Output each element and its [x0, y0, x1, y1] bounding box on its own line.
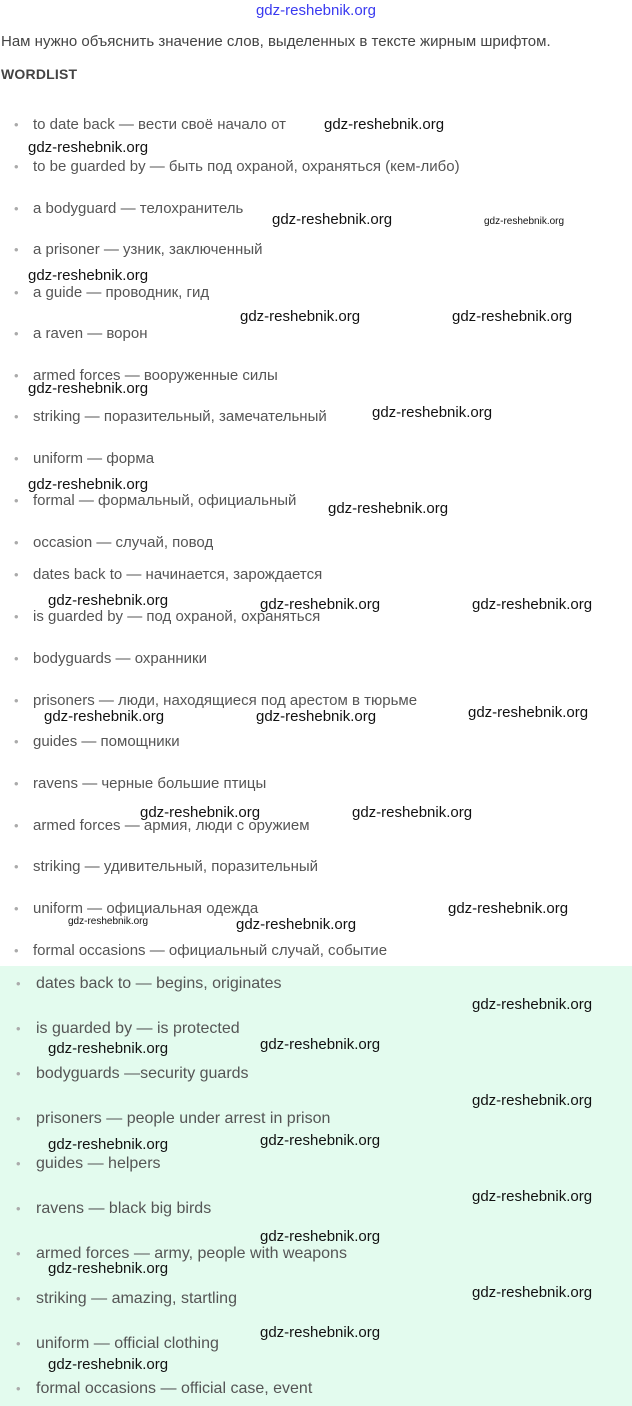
watermark: gdz-reshebnik.org — [28, 476, 149, 493]
list-item: • armed forces — армия, люди с оружием — [14, 817, 310, 834]
list-item: • uniform — official clothing — [16, 1335, 219, 1353]
list-item: • guides — помощники — [14, 733, 180, 750]
watermark: gdz-reshebnik.org — [236, 916, 357, 933]
watermark: gdz-reshebnik.org — [448, 900, 569, 917]
list-item: • to date back — вести своё начало от — [14, 116, 286, 133]
list-item: • prisoners — люди, находящиеся под арестом в тюрьме — [14, 692, 417, 709]
list-item: • formal — формальный, официальный — [14, 492, 296, 509]
watermark: gdz-reshebnik.org — [256, 708, 377, 725]
list-item: • ravens — black big birds — [16, 1200, 211, 1218]
watermark: gdz-reshebnik.org — [44, 708, 165, 725]
list-item: • guides — helpers — [16, 1155, 161, 1173]
watermark: gdz-reshebnik.org — [48, 1136, 169, 1153]
watermark: gdz-reshebnik.org — [260, 1324, 381, 1341]
watermark: gdz-reshebnik.org — [372, 404, 493, 421]
list-item: • uniform — официальная одежда — [14, 900, 258, 917]
list-item: • formal occasions — official case, event — [16, 1380, 312, 1398]
list-item: • uniform — форма — [14, 450, 154, 467]
watermark: gdz-reshebnik.org — [28, 380, 149, 397]
watermark: gdz-reshebnik.org — [68, 916, 149, 927]
watermark: gdz-reshebnik.org — [472, 1092, 593, 1109]
watermark: gdz-reshebnik.org — [452, 308, 573, 325]
watermark: gdz-reshebnik.org — [472, 1284, 593, 1301]
list-item: • striking — поразительный, замечательный — [14, 408, 327, 425]
watermark: gdz-reshebnik.org — [260, 1132, 381, 1149]
list-item: • a bodyguard — телохранитель — [14, 200, 243, 217]
watermark: gdz-reshebnik.org — [28, 139, 149, 156]
intro-text: Нам нужно объяснить значение слов, выделенных в тексте жирным шрифтом. — [1, 33, 551, 50]
site-header-link[interactable]: gdz-reshebnik.org — [255, 2, 377, 19]
watermark: gdz-reshebnik.org — [472, 596, 593, 613]
watermark: gdz-reshebnik.org — [48, 1040, 169, 1057]
list-item: • dates back to — begins, originates — [16, 975, 281, 993]
list-item: • prisoners — people under arrest in prison — [16, 1110, 330, 1128]
list-item: • striking — amazing, startling — [16, 1290, 237, 1308]
watermark: gdz-reshebnik.org — [472, 996, 593, 1013]
watermark: gdz-reshebnik.org — [324, 116, 445, 133]
list-item: • ravens — черные большие птицы — [14, 775, 266, 792]
list-item: • a raven — ворон — [14, 325, 147, 342]
watermark: gdz-reshebnik.org — [260, 596, 381, 613]
watermark: gdz-reshebnik.org — [140, 804, 261, 821]
list-item: • armed forces — вооруженные силы — [14, 367, 278, 384]
list-item: • formal occasions — официальный случай, событие — [14, 942, 387, 959]
watermark: gdz-reshebnik.org — [352, 804, 473, 821]
list-item: • dates back to — начинается, зарождается — [14, 566, 322, 583]
watermark: gdz-reshebnik.org — [28, 267, 149, 284]
watermark: gdz-reshebnik.org — [472, 1188, 593, 1205]
watermark: gdz-reshebnik.org — [260, 1036, 381, 1053]
list-item: • a guide — проводник, гид — [14, 284, 209, 301]
watermark: gdz-reshebnik.org — [48, 1356, 169, 1373]
watermark: gdz-reshebnik.org — [260, 1228, 381, 1245]
list-item: • bodyguards —security guards — [16, 1065, 249, 1083]
list-item: • bodyguards — охранники — [14, 650, 207, 667]
list-item: • armed forces — army, people with weapons — [16, 1245, 347, 1263]
wordlist-title: WORDLIST — [1, 66, 78, 82]
watermark: gdz-reshebnik.org — [240, 308, 361, 325]
list-item: • a prisoner — узник, заключенный — [14, 241, 262, 258]
watermark: gdz-reshebnik.org — [48, 1260, 169, 1277]
watermark: gdz-reshebnik.org — [328, 500, 449, 517]
watermark: gdz-reshebnik.org — [272, 211, 393, 228]
watermark: gdz-reshebnik.org — [48, 592, 169, 609]
watermark: gdz-reshebnik.org — [468, 704, 589, 721]
list-item: • striking — удивительный, поразительный — [14, 858, 318, 875]
watermark: gdz-reshebnik.org — [484, 216, 565, 227]
list-item: • occasion — случай, повод — [14, 534, 213, 551]
list-item: • is guarded by — is protected — [16, 1020, 240, 1038]
list-item: • to be guarded by — быть под охраной, охраняться (кем-либо) — [14, 158, 460, 175]
list-item: • is guarded by — под охраной, охраняться — [14, 608, 320, 625]
